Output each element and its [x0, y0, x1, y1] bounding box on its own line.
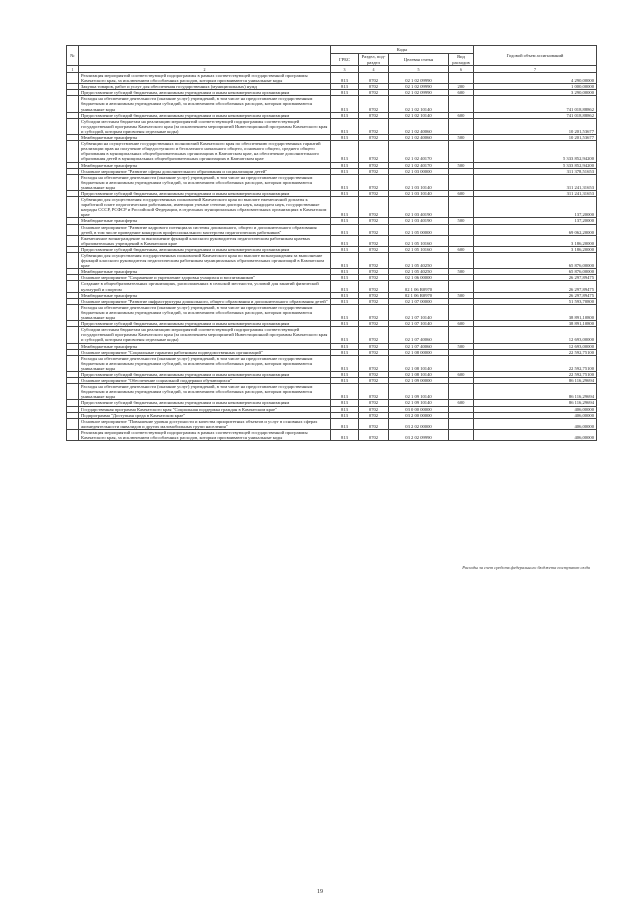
section-header: Раздел, под-раздел	[359, 54, 389, 66]
grbs-code: 813	[331, 112, 359, 118]
grbs-code: 813	[331, 197, 359, 218]
amount-value: 741 018,88862	[474, 96, 597, 112]
target-article-code: 02 1 05 00000	[389, 224, 449, 235]
target-article-header: Целевая статья	[389, 54, 449, 66]
target-article-code: 02 1 07 10140	[389, 321, 449, 327]
num-cell	[67, 118, 79, 134]
expense-type-code	[449, 418, 474, 429]
section-code: 0702	[359, 246, 389, 252]
target-article-code: 02 1 03 10140	[389, 190, 449, 196]
amount-value: 26 297,89475	[474, 281, 597, 292]
item-name: Субвенции для осуществления государственных полномочий Камчатского края по выплате вознаграждения за выполнение функций классного руководителя педагогическим работникам муниципальных образовательных организаций в Камчатском крае	[79, 253, 331, 269]
section-code: 0702	[359, 400, 389, 406]
grbs-code: 813	[331, 429, 359, 440]
target-article-code: 03 2 02 09990	[389, 429, 449, 440]
amount-value: 22 592,75100	[474, 349, 597, 355]
section-code: 0702	[359, 269, 389, 275]
item-name: Межбюджетные трансферты	[79, 269, 331, 275]
expense-type-code: 600	[449, 321, 474, 327]
grbs-code: 813	[331, 355, 359, 371]
amount-value: 1 000,00000	[474, 84, 597, 90]
expense-type-code: 500	[449, 135, 474, 141]
amount-value: 38 891,10800	[474, 321, 597, 327]
amount-value: 311 378,51653	[474, 168, 597, 174]
table-row	[67, 235, 597, 246]
table-row	[67, 224, 597, 235]
amount-value: 65 876,00000	[474, 253, 597, 269]
target-article-code: 02 1 02 40060	[389, 118, 449, 134]
target-article-code: 02 1 03 40190	[389, 218, 449, 224]
item-name: Расходы на обеспечение деятельности (оказание услуг) учреждений, в том числе на предоставление государственным бюджетным и автономным учреждениям субсидий, за исключением обособленных расходов, которым присваиваются уникальные коды	[79, 174, 331, 190]
target-article-code: 02 1 02 40060	[389, 135, 449, 141]
grbs-code: 813	[331, 235, 359, 246]
item-name: Создание в общеобразовательных организациях, расположенных в сельской местности, условий для занятий физической культурой и спортом	[79, 281, 331, 292]
table-row	[67, 281, 597, 292]
item-name: Ежемесячное вознаграждение за выполнение функций классного руководителя педагогическим работникам краевых образовательных учреждений в Камчатском крае	[79, 235, 331, 246]
item-name: Основное мероприятие "Обеспечение социальной поддержки обучающихся"	[79, 378, 331, 384]
expense-type-header: Вид расходов	[449, 54, 474, 66]
section-code: 0702	[359, 418, 389, 429]
grbs-code: 813	[331, 73, 359, 84]
section-code: 0702	[359, 90, 389, 96]
num-cell	[67, 327, 79, 343]
grbs-code: 813	[331, 292, 359, 298]
table-row	[67, 355, 597, 371]
amount-value: 137,20000	[474, 218, 597, 224]
amount-value: 741 018,88862	[474, 112, 597, 118]
target-article-code: 02 1 06 00000	[389, 275, 449, 281]
target-article-code: 02 1 03 00000	[389, 168, 449, 174]
grbs-code: 813	[331, 246, 359, 252]
num-cell	[67, 384, 79, 400]
amount-value: 86 116,29694	[474, 400, 597, 406]
table-row	[67, 253, 597, 269]
target-article-code: 03 2 02 00000	[389, 418, 449, 429]
expense-type-code	[449, 224, 474, 235]
amount-value: 12 693,00000	[474, 327, 597, 343]
section-code: 0702	[359, 349, 389, 355]
grbs-code: 813	[331, 371, 359, 377]
section-code: 0702	[359, 235, 389, 246]
target-article-code: 02 1 05 10160	[389, 246, 449, 252]
target-article-code: 02 1 09 10140	[389, 400, 449, 406]
amount-value: 406,00000	[474, 429, 597, 440]
item-name: Межбюджетные трансферты	[79, 343, 331, 349]
target-article-code: 02 1 07 40060	[389, 327, 449, 343]
section-code: 0702	[359, 162, 389, 168]
amount-value: 4 290,00000	[474, 73, 597, 84]
target-article-code: 03 2 00 00000	[389, 412, 449, 418]
amount-value: 12 693,00000	[474, 343, 597, 349]
item-name: Межбюджетные трансферты	[79, 162, 331, 168]
item-name: Предоставление субсидий бюджетным, автономным учреждениям и иным некоммерческим организациям	[79, 371, 331, 377]
section-code: 0702	[359, 224, 389, 235]
expense-type-code: 600	[449, 246, 474, 252]
amount-value: 38 891,10800	[474, 304, 597, 320]
amount-value: 137,20000	[474, 197, 597, 218]
amount-value: 3 290,00000	[474, 90, 597, 96]
table-row	[67, 418, 597, 429]
amount-value: 86 116,29694	[474, 378, 597, 384]
section-code: 0702	[359, 355, 389, 371]
expense-type-code: 600	[449, 190, 474, 196]
target-article-code: 02 1 02 09990	[389, 84, 449, 90]
item-name: Основное мероприятие "Сохранение и укрепление здоровья учащихся и воспитанников"	[79, 275, 331, 281]
expense-type-code	[449, 253, 474, 269]
codes-header: Коды	[331, 46, 474, 54]
amount-value: 3 186,20000	[474, 246, 597, 252]
expense-type-code: 600	[449, 112, 474, 118]
index-cell: 3	[331, 66, 359, 73]
num-cell	[67, 304, 79, 320]
item-name: Основное мероприятие "Развитие сферы дополнительного образования и социализации детей"	[79, 168, 331, 174]
target-article-code: 02 1 08 10140	[389, 355, 449, 371]
amount-value: 311 241,31653	[474, 190, 597, 196]
num-cell	[67, 96, 79, 112]
target-article-code: 02 1 07 00000	[389, 298, 449, 304]
section-code: 0702	[359, 406, 389, 412]
item-name: Субвенции на осуществление государственных полномочий Камчатского края по обеспечению государственных гарантий реализации прав на получение общедоступного и бесплатного начального общего, основного общего, среднего общего образования в муниципальных общеобразовательных организациях в Камчатском крае, на обеспечение дополнительного образования детей в муниципальных общеобразовательных организациях в Камчатском крае	[79, 141, 331, 162]
page-number: 19	[317, 889, 323, 895]
table-row	[67, 304, 597, 320]
item-name: Подпрограмма "Доступная среда в Камчатском крае"	[79, 412, 331, 418]
item-name: Расходы на обеспечение деятельности (оказание услуг) учреждений, в том числе на предоставление государственным бюджетным и автономным учреждениям субсидий, за исключением обособленных расходов, которым присваиваются уникальные коды	[79, 96, 331, 112]
grbs-code: 813	[331, 281, 359, 292]
expense-type-code: 500	[449, 218, 474, 224]
item-name: Предоставление субсидий бюджетным, автономным учреждениям и иным некоммерческим организациям	[79, 321, 331, 327]
num-cell	[67, 281, 79, 292]
table-row	[67, 197, 597, 218]
item-name: Межбюджетные трансферты	[79, 292, 331, 298]
section-code: 0702	[359, 190, 389, 196]
amount-value: 86 116,29694	[474, 384, 597, 400]
item-name: Межбюджетные трансферты	[79, 218, 331, 224]
num-cell	[67, 141, 79, 162]
section-code: 0702	[359, 168, 389, 174]
target-article-code: 02 1 05 40250	[389, 269, 449, 275]
num-cell	[67, 355, 79, 371]
item-name: Основное мероприятие "Развитие инфраструктуры дошкольного, общего образования и дополнительного образования детей"	[79, 298, 331, 304]
item-name: Основное мероприятие "Повышение уровня доступности и качества приоритетных объектов и услуг в основных сферах жизнедеятельности инвалидов и других маломобильных групп населения"	[79, 418, 331, 429]
grbs-code: 813	[331, 218, 359, 224]
item-name: Расходы на обеспечение деятельности (оказание услуг) учреждений, в том числе на предоставление государственным бюджетным и автономным учреждениям субсидий, за исключением обособленных расходов, которым присваиваются уникальные коды	[79, 304, 331, 320]
amount-header: Годовой объем ассигнований	[474, 46, 597, 66]
expense-type-code	[449, 141, 474, 162]
target-article-code: 02 1 02 10140	[389, 112, 449, 118]
amount-value: 5 333 852,94200	[474, 162, 597, 168]
table-row	[67, 384, 597, 400]
index-cell: 2	[79, 66, 331, 73]
item-name: Реализация мероприятий соответствующей подпрограммы в рамках соответствующей государственной программы Камчатского края, за исключением обособленных расходов, которым присваиваются уникальные коды	[79, 73, 331, 84]
section-code: 0702	[359, 412, 389, 418]
num-cell	[67, 73, 79, 84]
grbs-code: 813	[331, 412, 359, 418]
grbs-code: 813	[331, 118, 359, 134]
grbs-code: 813	[331, 224, 359, 235]
amount-value: 69 062,20000	[474, 224, 597, 235]
expense-type-code: 500	[449, 269, 474, 275]
expense-type-code: 500	[449, 343, 474, 349]
target-article-code: 02 1 03 10140	[389, 174, 449, 190]
expense-type-code: 600	[449, 90, 474, 96]
grbs-code: 813	[331, 190, 359, 196]
grbs-code: 813	[331, 96, 359, 112]
target-article-code: 02 1 08 10140	[389, 371, 449, 377]
target-article-code: 02 1 06 R0970	[389, 281, 449, 292]
item-name: Субсидии местным бюджетам на реализацию мероприятий соответствующей подпрограммы соответствующей государственной программы Камчатского края (за исключением мероприятий Инвестиционной программы Камчатского края и субсидий, которым присвоены отдельные коды)	[79, 327, 331, 343]
expense-type-code	[449, 327, 474, 343]
section-code: 0702	[359, 298, 389, 304]
num-header: №	[67, 46, 79, 66]
expense-type-code: 500	[449, 162, 474, 168]
grbs-code: 813	[331, 298, 359, 304]
grbs-code: 813	[331, 384, 359, 400]
grbs-code: 813	[331, 406, 359, 412]
index-cell: 4	[359, 66, 389, 73]
table-row	[67, 141, 597, 162]
target-article-code: 02 1 02 40170	[389, 141, 449, 162]
grbs-code: 813	[331, 141, 359, 162]
section-code: 0702	[359, 73, 389, 84]
expense-type-code	[449, 197, 474, 218]
item-name: Предоставление субсидий бюджетным, автономным учреждениям и иным некоммерческим организациям	[79, 90, 331, 96]
num-cell	[67, 429, 79, 440]
target-article-code: 02 1 03 40190	[389, 197, 449, 218]
amount-value: 3 186,20000	[474, 235, 597, 246]
section-code: 0702	[359, 378, 389, 384]
target-article-code: 02 1 02 10140	[389, 96, 449, 112]
target-article-code: 02 1 09 00000	[389, 378, 449, 384]
amount-value: 22 592,75100	[474, 355, 597, 371]
grbs-code: 813	[331, 269, 359, 275]
target-article-code: 02 1 07 10140	[389, 304, 449, 320]
item-name: Закупка товаров, работ и услуг для обеспечения государственных (муниципальных) нужд	[79, 84, 331, 90]
item-name: Предоставление субсидий бюджетным, автономным учреждениям и иным некоммерческим организациям	[79, 400, 331, 406]
expense-type-code	[449, 355, 474, 371]
grbs-code: 813	[331, 418, 359, 429]
grbs-code: 813	[331, 343, 359, 349]
section-code: 0702	[359, 343, 389, 349]
amount-value: 26 297,89475	[474, 275, 597, 281]
item-name: Реализация мероприятий соответствующей подпрограммы в рамках соответствующей государственной программы Камчатского края, за исключением обособленных расходов, которым присваиваются уникальные коды	[79, 429, 331, 440]
num-cell	[67, 174, 79, 190]
budget-table	[66, 45, 597, 441]
expense-type-code	[449, 96, 474, 112]
num-cell	[67, 235, 79, 246]
grbs-code: 813	[331, 327, 359, 343]
table-row	[67, 118, 597, 134]
expense-type-code	[449, 281, 474, 292]
table-row	[67, 429, 597, 440]
section-code: 0702	[359, 253, 389, 269]
grbs-header: ГРБС	[331, 54, 359, 66]
item-name: Основное мероприятие "Социальные гарантии работникам подведомственных организаций"	[79, 349, 331, 355]
index-cell: 7	[474, 66, 597, 73]
amount-value: 65 876,00000	[474, 269, 597, 275]
grbs-code: 813	[331, 84, 359, 90]
num-cell	[67, 253, 79, 269]
target-article-code: 02 1 02 09990	[389, 90, 449, 96]
section-code: 0702	[359, 371, 389, 377]
expense-type-code	[449, 384, 474, 400]
item-name: Предоставление субсидий бюджетным, автономным учреждениям и иным некоммерческим организациям	[79, 246, 331, 252]
section-code: 0702	[359, 174, 389, 190]
section-code: 0702	[359, 218, 389, 224]
section-code: 0702	[359, 197, 389, 218]
expense-type-code	[449, 118, 474, 134]
grbs-code: 813	[331, 275, 359, 281]
num-cell	[67, 418, 79, 429]
amount-value: 311 241,31653	[474, 174, 597, 190]
amount-value: 26 297,89475	[474, 292, 597, 298]
table-row	[67, 174, 597, 190]
expense-type-code	[449, 174, 474, 190]
item-name: Межбюджетные трансферты	[79, 135, 331, 141]
expense-type-code	[449, 304, 474, 320]
section-code: 0702	[359, 112, 389, 118]
grbs-code: 813	[331, 378, 359, 384]
target-article-code: 02 1 09 10140	[389, 384, 449, 400]
grbs-code: 813	[331, 349, 359, 355]
name-header	[79, 46, 331, 66]
amount-value: 406,00000	[474, 406, 597, 412]
amount-value: 22 592,75100	[474, 371, 597, 377]
section-code: 0702	[359, 275, 389, 281]
table-row	[67, 327, 597, 343]
item-name: Государственная программа Камчатского края "Социальная поддержка граждан в Камчатском крае"	[79, 406, 331, 412]
expense-type-code: 500	[449, 292, 474, 298]
grbs-code: 813	[331, 400, 359, 406]
section-code: 0702	[359, 84, 389, 90]
grbs-code: 813	[331, 90, 359, 96]
target-article-code: 02 1 07 40060	[389, 343, 449, 349]
item-name: Предоставление субсидий бюджетным, автономным учреждениям и иным некоммерческим организациям	[79, 112, 331, 118]
expense-type-code	[449, 73, 474, 84]
section-code: 0702	[359, 304, 389, 320]
expense-type-code	[449, 235, 474, 246]
margin-note	[462, 565, 590, 570]
table-body	[67, 73, 597, 441]
grbs-code: 813	[331, 253, 359, 269]
section-code: 0702	[359, 321, 389, 327]
amount-value: 5 333 852,94200	[474, 141, 597, 162]
section-code: 0702	[359, 292, 389, 298]
target-article-code: 02 1 02 40170	[389, 162, 449, 168]
budget-table-sheet	[66, 45, 596, 441]
target-article-code: 02 1 02 09990	[389, 73, 449, 84]
grbs-code: 813	[331, 162, 359, 168]
num-cell	[67, 197, 79, 218]
target-article-code: 03 0 00 00000	[389, 406, 449, 412]
section-code: 0702	[359, 135, 389, 141]
item-name: Основное мероприятие "Развитие кадрового потенциала системы дошкольного, общего и дополнительного образования детей, в том числе проведение конкурсов профессионального мастерства педагогических работников"	[79, 224, 331, 235]
amount-value: 406,00000	[474, 412, 597, 418]
target-article-code: 02 1 06 R0970	[389, 292, 449, 298]
target-article-code: 02 1 05 10160	[389, 235, 449, 246]
section-code: 0702	[359, 96, 389, 112]
grbs-code: 813	[331, 321, 359, 327]
index-cell: 1	[67, 66, 79, 73]
expense-type-code: 600	[449, 400, 474, 406]
section-code: 0702	[359, 141, 389, 162]
item-name: Субсидии местным бюджетам на реализацию мероприятий соответствующей подпрограммы соответствующей государственной программы Камчатского края (за исключением мероприятий Инвестиционной программы Камчатского края и субсидий, которым присвоены отдельные коды)	[79, 118, 331, 134]
table-row	[67, 96, 597, 112]
table-row	[67, 73, 597, 84]
section-code: 0702	[359, 118, 389, 134]
target-article-code: 02 1 08 00000	[389, 349, 449, 355]
index-cell: 6	[449, 66, 474, 73]
grbs-code: 813	[331, 174, 359, 190]
section-code: 0702	[359, 384, 389, 400]
item-name: Предоставление субсидий бюджетным, автономным учреждениям и иным некоммерческим организациям	[79, 190, 331, 196]
target-article-code: 02 1 05 40250	[389, 253, 449, 269]
item-name: Расходы на обеспечение деятельности (оказание услуг) учреждений, в том числе на предоставление государственным бюджетным и автономным учреждениям субсидий, за исключением обособленных расходов, которым присваиваются уникальные коды	[79, 355, 331, 371]
section-code: 0702	[359, 327, 389, 343]
section-code: 0702	[359, 281, 389, 292]
expense-type-code: 600	[449, 371, 474, 377]
grbs-code: 813	[331, 304, 359, 320]
amount-value: 406,00000	[474, 418, 597, 429]
item-name: Расходы на обеспечение деятельности (оказание услуг) учреждений, в том числе на предоставление государственным бюджетным и автономным учреждениям субсидий, за исключением обособленных расходов, которым присваиваются уникальные коды	[79, 384, 331, 400]
index-cell: 5	[389, 66, 449, 73]
expense-type-code: 200	[449, 84, 474, 90]
amount-value: 10 201,53677	[474, 135, 597, 141]
num-cell	[67, 224, 79, 235]
grbs-code: 813	[331, 168, 359, 174]
amount-value: 10 201,53677	[474, 118, 597, 134]
section-code: 0702	[359, 429, 389, 440]
grbs-code: 813	[331, 135, 359, 141]
amount-value: 51 593,70800	[474, 298, 597, 304]
item-name: Субвенции для осуществления государственных полномочий Камчатского края по выплате ежемесячной доплаты к заработной плате педагогическим работникам, имеющим ученые степени доктора наук, кандидата наук, государственные награды СССР, РСФСР и Российской Федерации, в отдельных муниципальных образовательных организациях в Камчатском крае	[79, 197, 331, 218]
margin-note-text: Расходы за счет средств федерального бюджета поступают сюда	[462, 565, 590, 570]
expense-type-code	[449, 429, 474, 440]
